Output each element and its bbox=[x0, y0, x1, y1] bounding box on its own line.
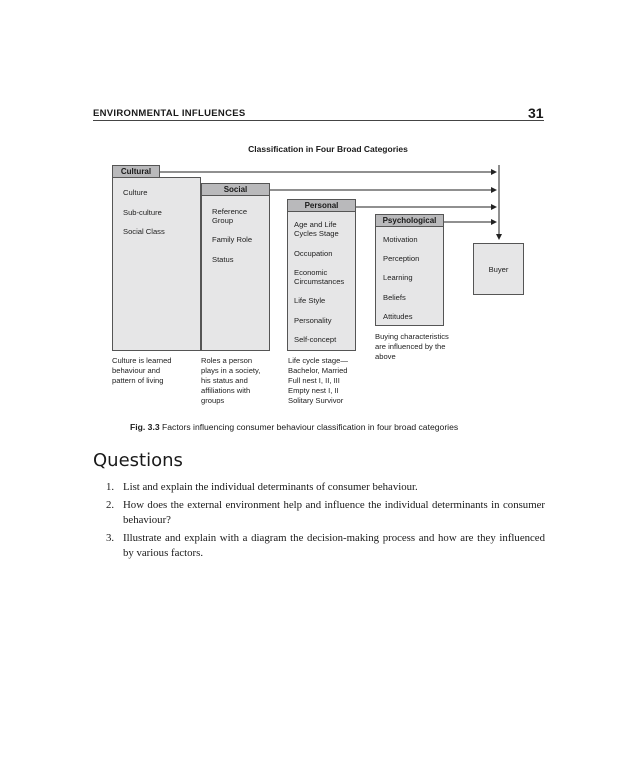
questions-heading: Questions bbox=[93, 450, 183, 471]
personal-item: Self-concept bbox=[294, 335, 337, 344]
social-item: Group bbox=[212, 216, 234, 225]
personal-item: Cycles Stage bbox=[294, 229, 339, 238]
personal-item: Personality bbox=[294, 316, 332, 325]
personal-item: Life Style bbox=[294, 296, 326, 305]
question-item bbox=[93, 498, 545, 529]
question-text: List and explain the individual determinants of consumer behaviour. bbox=[123, 481, 418, 493]
buyer-label: Buyer bbox=[488, 265, 509, 274]
psychological-item: Perception bbox=[383, 254, 420, 263]
cultural-panel bbox=[112, 177, 201, 351]
social-item: Reference bbox=[212, 207, 248, 216]
cultural-header: Cultural bbox=[112, 165, 160, 178]
personal-item: Circumstances bbox=[294, 277, 345, 286]
psychological-box bbox=[375, 214, 444, 326]
personal-item: Age and Life bbox=[294, 220, 337, 229]
figure-label: Fig. 3.3 bbox=[130, 422, 160, 432]
personal-item: Economic bbox=[294, 268, 328, 277]
cultural-item: Culture bbox=[123, 188, 148, 197]
question-text: Illustrate and explain with a diagram the decision-making process and how are they influenced by various factors. bbox=[123, 531, 545, 559]
psychological-item: Learning bbox=[383, 273, 413, 282]
question-item bbox=[93, 531, 545, 562]
personal-header: Personal bbox=[287, 199, 356, 212]
social-item: Status bbox=[212, 255, 234, 264]
social-header: Social bbox=[201, 183, 270, 196]
personal-note: Life cycle stage— Bachelor, Married Full nest I, II, III Empty nest I, II Solitary Survivor bbox=[288, 356, 348, 405]
cultural-note: Culture is learned behaviour and pattern of living bbox=[112, 356, 172, 385]
psychological-note: Buying characteristics are influenced by the above bbox=[375, 332, 449, 361]
psychological-header: Psychological bbox=[375, 214, 444, 227]
question-text: How does the external environment help and influence the individual determinants in consumer behaviour? bbox=[123, 498, 545, 526]
page-number: 31 bbox=[528, 105, 544, 121]
diagram-title: Classification in Four Broad Categories bbox=[248, 144, 408, 154]
question-number: 1. bbox=[106, 481, 115, 493]
question-item bbox=[93, 480, 545, 496]
questions-list bbox=[93, 480, 545, 564]
psychological-item: Motivation bbox=[383, 235, 418, 244]
figure-caption-text: Factors influencing consumer behaviour classification in four broad categories bbox=[162, 422, 459, 432]
cultural-item: Sub-culture bbox=[123, 208, 162, 217]
psychological-item: Attitudes bbox=[383, 312, 413, 321]
question-number: 3. bbox=[106, 531, 115, 544]
figure-caption bbox=[130, 422, 570, 432]
personal-item: Occupation bbox=[294, 249, 333, 258]
cultural-item: Social Class bbox=[123, 227, 165, 236]
running-header: ENVIRONMENTAL INFLUENCES bbox=[93, 108, 246, 119]
social-item: Family Role bbox=[212, 235, 253, 244]
social-note: Roles a person plays in a society, his status and affiliations with groups bbox=[201, 356, 261, 405]
question-number: 2. bbox=[106, 498, 115, 511]
psychological-item: Beliefs bbox=[383, 293, 406, 302]
